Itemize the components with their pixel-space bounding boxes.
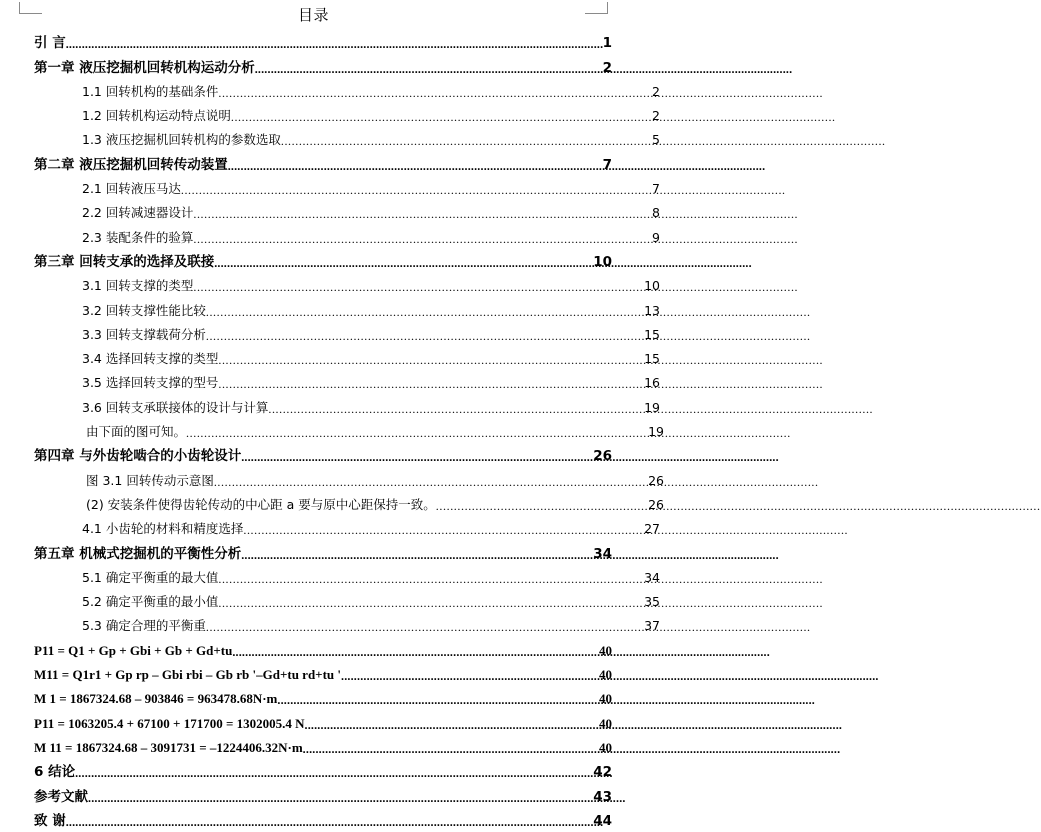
toc-entry-page-number: 9 — [652, 229, 660, 245]
toc-entry[interactable] — [34, 370, 660, 394]
toc-entry[interactable] — [34, 613, 660, 637]
toc-entry-page-number: 26 — [648, 496, 664, 512]
toc-leader-dots — [218, 83, 651, 103]
toc-entry-label: 引 言 — [34, 35, 66, 52]
toc-entry-label: 1.1 回转机构的基础条件 — [82, 83, 219, 99]
toc-leader-dots — [218, 350, 643, 370]
toc-entry[interactable] — [34, 735, 612, 759]
toc-entry[interactable] — [34, 273, 660, 297]
toc-leader-dots — [241, 447, 592, 467]
toc-entry-page-number: 40 — [599, 667, 612, 683]
toc-entry-label: 5.3 确定合理的平衡重 — [82, 618, 206, 634]
toc-entry-label: 2.3 装配条件的验算 — [82, 229, 194, 245]
toc-entry-label: P11 = Q1 + Gp + Gbi + Gb + Gd+tu — [34, 642, 233, 658]
toc-entry-page-number: 7 — [652, 181, 660, 197]
toc-entry[interactable] — [34, 808, 612, 832]
toc-entry[interactable] — [34, 565, 660, 589]
toc-entry-label: 图 3.1 回转传动示意图 — [86, 472, 214, 488]
toc-entry[interactable] — [34, 443, 612, 467]
toc-leader-dots — [66, 34, 602, 54]
toc-entry[interactable] — [34, 419, 664, 443]
toc-entry-page-number: 13 — [644, 302, 660, 318]
toc-entry-label: 参考文献 — [34, 788, 88, 805]
toc-leader-dots — [341, 666, 598, 686]
toc-entry-label: 致 谢 — [34, 812, 66, 829]
toc-entry-page-number: 40 — [599, 739, 612, 755]
toc-entry-page-number: 19 — [648, 424, 664, 440]
toc-entry[interactable] — [34, 30, 612, 54]
toc-entry-page-number: 8 — [652, 205, 660, 221]
toc-entry-label: (2) 安装条件使得齿轮传动的中心距 a 要与原中心距保持一致。 — [86, 496, 436, 512]
toc-entry-label: 3.6 回转支承联接体的设计与计算 — [82, 399, 269, 415]
toc-entry-page-number: 35 — [644, 594, 660, 610]
toc-leader-dots — [186, 423, 647, 443]
toc-leader-dots — [75, 763, 592, 783]
toc-leader-dots — [206, 326, 643, 346]
toc-entry-page-number: 43 — [593, 788, 612, 805]
toc-entry-label: 6 结论 — [34, 764, 76, 781]
toc-entry[interactable] — [34, 200, 660, 224]
toc-entry-page-number: 40 — [599, 642, 612, 658]
toc-entry-label: 5.2 确定平衡重的最小值 — [82, 594, 219, 610]
toc-leader-dots — [181, 180, 651, 200]
toc-leader-dots — [218, 374, 643, 394]
toc-entry-label: 第一章 液压挖掘机回转机构运动分析 — [34, 59, 255, 76]
toc-entry-page-number: 40 — [599, 715, 612, 731]
toc-entry-page-number: 7 — [602, 156, 612, 173]
page-title: 目录 — [297, 6, 329, 24]
toc-leader-dots — [193, 277, 643, 297]
toc-leader-dots — [193, 229, 651, 249]
toc-entry-page-number: 37 — [644, 618, 660, 634]
toc-entry-page-number: 5 — [652, 132, 660, 148]
toc-leader-dots — [193, 204, 651, 224]
toc-entry-page-number: 1 — [602, 35, 612, 52]
toc-entry[interactable] — [34, 759, 612, 783]
toc-leader-dots — [214, 472, 647, 492]
toc-entry-page-number: 16 — [644, 375, 660, 391]
toc-entry-label: 第二章 液压挖掘机回转传动装置 — [34, 156, 228, 173]
toc-leader-dots — [281, 131, 651, 151]
toc-entry-label: 第四章 与外齿轮啮合的小齿轮设计 — [34, 448, 242, 465]
toc-leader-dots — [218, 569, 643, 589]
toc-entry[interactable] — [34, 662, 612, 686]
toc-entry-page-number: 44 — [593, 812, 612, 829]
toc-entry-label: 2.2 回转减速器设计 — [82, 205, 194, 221]
toc-leader-dots — [268, 399, 643, 419]
toc-entry-page-number: 10 — [644, 278, 660, 294]
toc-entry[interactable] — [34, 176, 660, 200]
toc-entry[interactable] — [34, 710, 612, 734]
toc-leader-dots — [241, 545, 592, 565]
toc-entry-label: 第五章 机械式挖掘机的平衡性分析 — [34, 545, 242, 562]
toc-entry-page-number: 2 — [602, 59, 612, 76]
toc-entry-label: M 1 = 1867324.68 – 903846 = 963478.68N·m — [34, 691, 278, 707]
toc-entry-page-number: 26 — [648, 472, 664, 488]
toc-entry[interactable] — [34, 151, 612, 175]
toc-leader-dots — [303, 739, 598, 759]
toc-entry-page-number: 15 — [644, 326, 660, 342]
toc-entry[interactable] — [34, 54, 612, 78]
toc-entry-label: 3.4 选择回转支撑的类型 — [82, 351, 219, 367]
toc-entry[interactable] — [34, 346, 660, 370]
toc-entry-page-number: 2 — [652, 83, 660, 99]
toc-entry[interactable] — [34, 127, 660, 151]
toc-entry-label: 由下面的图可知。 — [86, 424, 187, 440]
toc-entry-label: 1.3 液压挖掘机回转机构的参数选取 — [82, 132, 281, 148]
toc-entry[interactable] — [34, 637, 612, 661]
toc-entry-label: M 11 = 1867324.68 – 3091731 = –1224406.32N·m — [34, 739, 303, 755]
toc-entry-label: 3.1 回转支撑的类型 — [82, 278, 194, 294]
toc-entry-page-number: 34 — [593, 545, 612, 562]
toc-entry-label: 3.3 回转支撑载荷分析 — [82, 326, 206, 342]
toc-leader-dots — [305, 715, 599, 735]
toc-entry-page-number: 15 — [644, 351, 660, 367]
toc-leader-dots — [206, 302, 643, 322]
toc-entry[interactable] — [34, 516, 660, 540]
toc-entry[interactable] — [34, 79, 660, 103]
toc-entry-page-number: 42 — [593, 764, 612, 781]
toc-entry-page-number: 19 — [644, 399, 660, 415]
toc-entry[interactable] — [34, 103, 660, 127]
toc-entry-page-number: 26 — [593, 448, 612, 465]
toc-entry-page-number: 2 — [652, 108, 660, 124]
toc-entry[interactable] — [34, 297, 660, 321]
toc-entry-label: 第三章 回转支承的选择及联接 — [34, 253, 215, 270]
toc-entry[interactable] — [34, 394, 660, 418]
toc-entry[interactable] — [34, 589, 660, 613]
toc-leader-dots — [232, 642, 598, 662]
toc-leader-dots — [231, 107, 651, 127]
toc-entry-label: 1.2 回转机构运动特点说明 — [82, 108, 231, 124]
toc-entry-page-number: 40 — [599, 691, 612, 707]
toc-entry-label: 3.2 回转支撑性能比较 — [82, 302, 206, 318]
toc-entry[interactable] — [34, 492, 664, 516]
toc-leader-dots — [66, 812, 593, 832]
toc-leader-dots — [206, 617, 643, 637]
toc-leader-dots — [88, 788, 592, 808]
toc-entry-label: 4.1 小齿轮的材料和精度选择 — [82, 521, 244, 537]
toc-leader-dots — [243, 520, 643, 540]
toc-leader-dots — [277, 690, 598, 710]
toc-entry[interactable] — [34, 224, 660, 248]
toc-entry[interactable] — [34, 249, 612, 273]
toc-leader-dots — [218, 593, 643, 613]
toc-entry[interactable] — [34, 540, 612, 564]
toc-entry-page-number: 27 — [644, 521, 660, 537]
toc-entry-label: 2.1 回转液压马达 — [82, 181, 181, 197]
toc-entry[interactable] — [34, 467, 664, 491]
toc-entry-page-number: 34 — [644, 569, 660, 585]
toc-entry-label: 3.5 选择回转支撑的型号 — [82, 375, 219, 391]
toc-leader-dots — [255, 59, 602, 79]
table-of-contents — [34, 30, 664, 832]
toc-entry[interactable] — [34, 322, 660, 346]
toc-entry-label: P11 = 1063205.4 + 67100 + 171700 = 1302005.4 N — [34, 715, 305, 731]
toc-entry-label: 5.1 确定平衡重的最大值 — [82, 569, 219, 585]
toc-leader-dots — [436, 496, 647, 516]
toc-entry[interactable] — [34, 686, 612, 710]
toc-entry-label: M11 = Q1r1 + Gp rp – Gbi rbi – Gb rb '–Gd+tu rd+tu ' — [34, 667, 341, 683]
toc-leader-dots — [228, 156, 602, 176]
toc-entry-page-number: 10 — [593, 253, 612, 270]
toc-leader-dots — [214, 253, 592, 273]
toc-entry[interactable] — [34, 783, 612, 807]
